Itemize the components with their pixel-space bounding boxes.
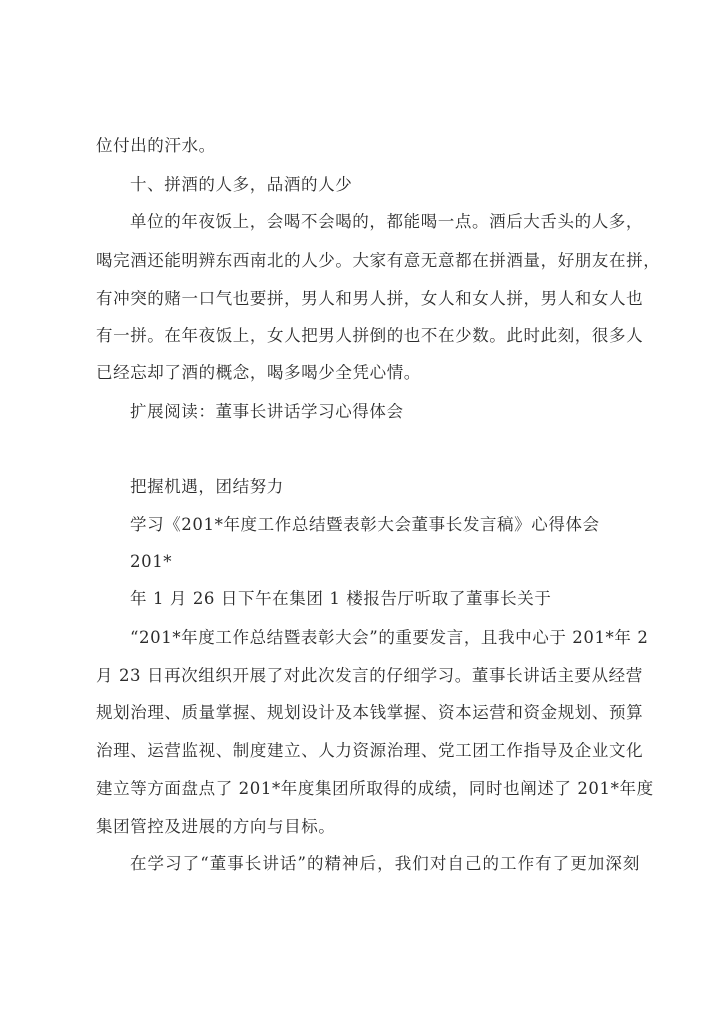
body-line: 已经忘却了酒的概念，喝多喝少全凭心情。	[96, 363, 421, 382]
body-line: 建立等方面盘点了 201*年度集团所取得的成绩，同时也阐述了 201*年度	[96, 779, 654, 798]
body-line: 在学习了“董事长讲话”的精神后，我们对自己的工作有了更加深刻	[130, 854, 640, 873]
body-line: 有一拼。在年夜饭上，女人把男人拼倒的也不在少数。此时此刻，很多人	[96, 326, 644, 345]
body-line: 单位的年夜饭上，会喝不会喝的，都能喝一点。酒后大舌头的人多，	[130, 212, 643, 231]
body-line: 有冲突的赌一口气也要拼，男人和男人拼，女人和女人拼，男人和女人也	[96, 289, 644, 308]
body-line: “201*年度工作总结暨表彰大会”的重要发言，且我中心于 201*年 2	[130, 628, 649, 647]
body-line: 位付出的汗水。	[96, 136, 216, 155]
body-line: 规划治理、质量掌握、规划设计及本钱掌握、资本运营和资金规划、预算	[96, 703, 644, 722]
article-subtitle: 学习《201*年度工作总结暨表彰大会董事长发言稿》心得体会	[130, 515, 600, 534]
body-line: 集团管控及进展的方向与目标。	[96, 817, 336, 836]
body-line: 月 23 日再次组织开展了对此次发言的仔细学习。董事长讲话主要从经营	[96, 666, 643, 685]
body-line: 喝完酒还能明辨东西南北的人少。大家有意无意都在拼酒量，好朋友在拼，	[96, 251, 661, 270]
body-line: 治理、运营监视、制度建立、人力资源治理、党工团工作指导及企业文化	[96, 741, 644, 760]
body-line: 年 1 月 26 日下午在集团 1 楼报告厅听取了董事长关于	[130, 589, 552, 608]
section-heading: 十、拼酒的人多，品酒的人少	[130, 175, 353, 194]
body-line: 201*	[130, 552, 173, 571]
article-title: 把握机遇，团结努力	[130, 477, 284, 496]
extended-reading-heading: 扩展阅读：董事长讲话学习心得体会	[130, 402, 404, 421]
